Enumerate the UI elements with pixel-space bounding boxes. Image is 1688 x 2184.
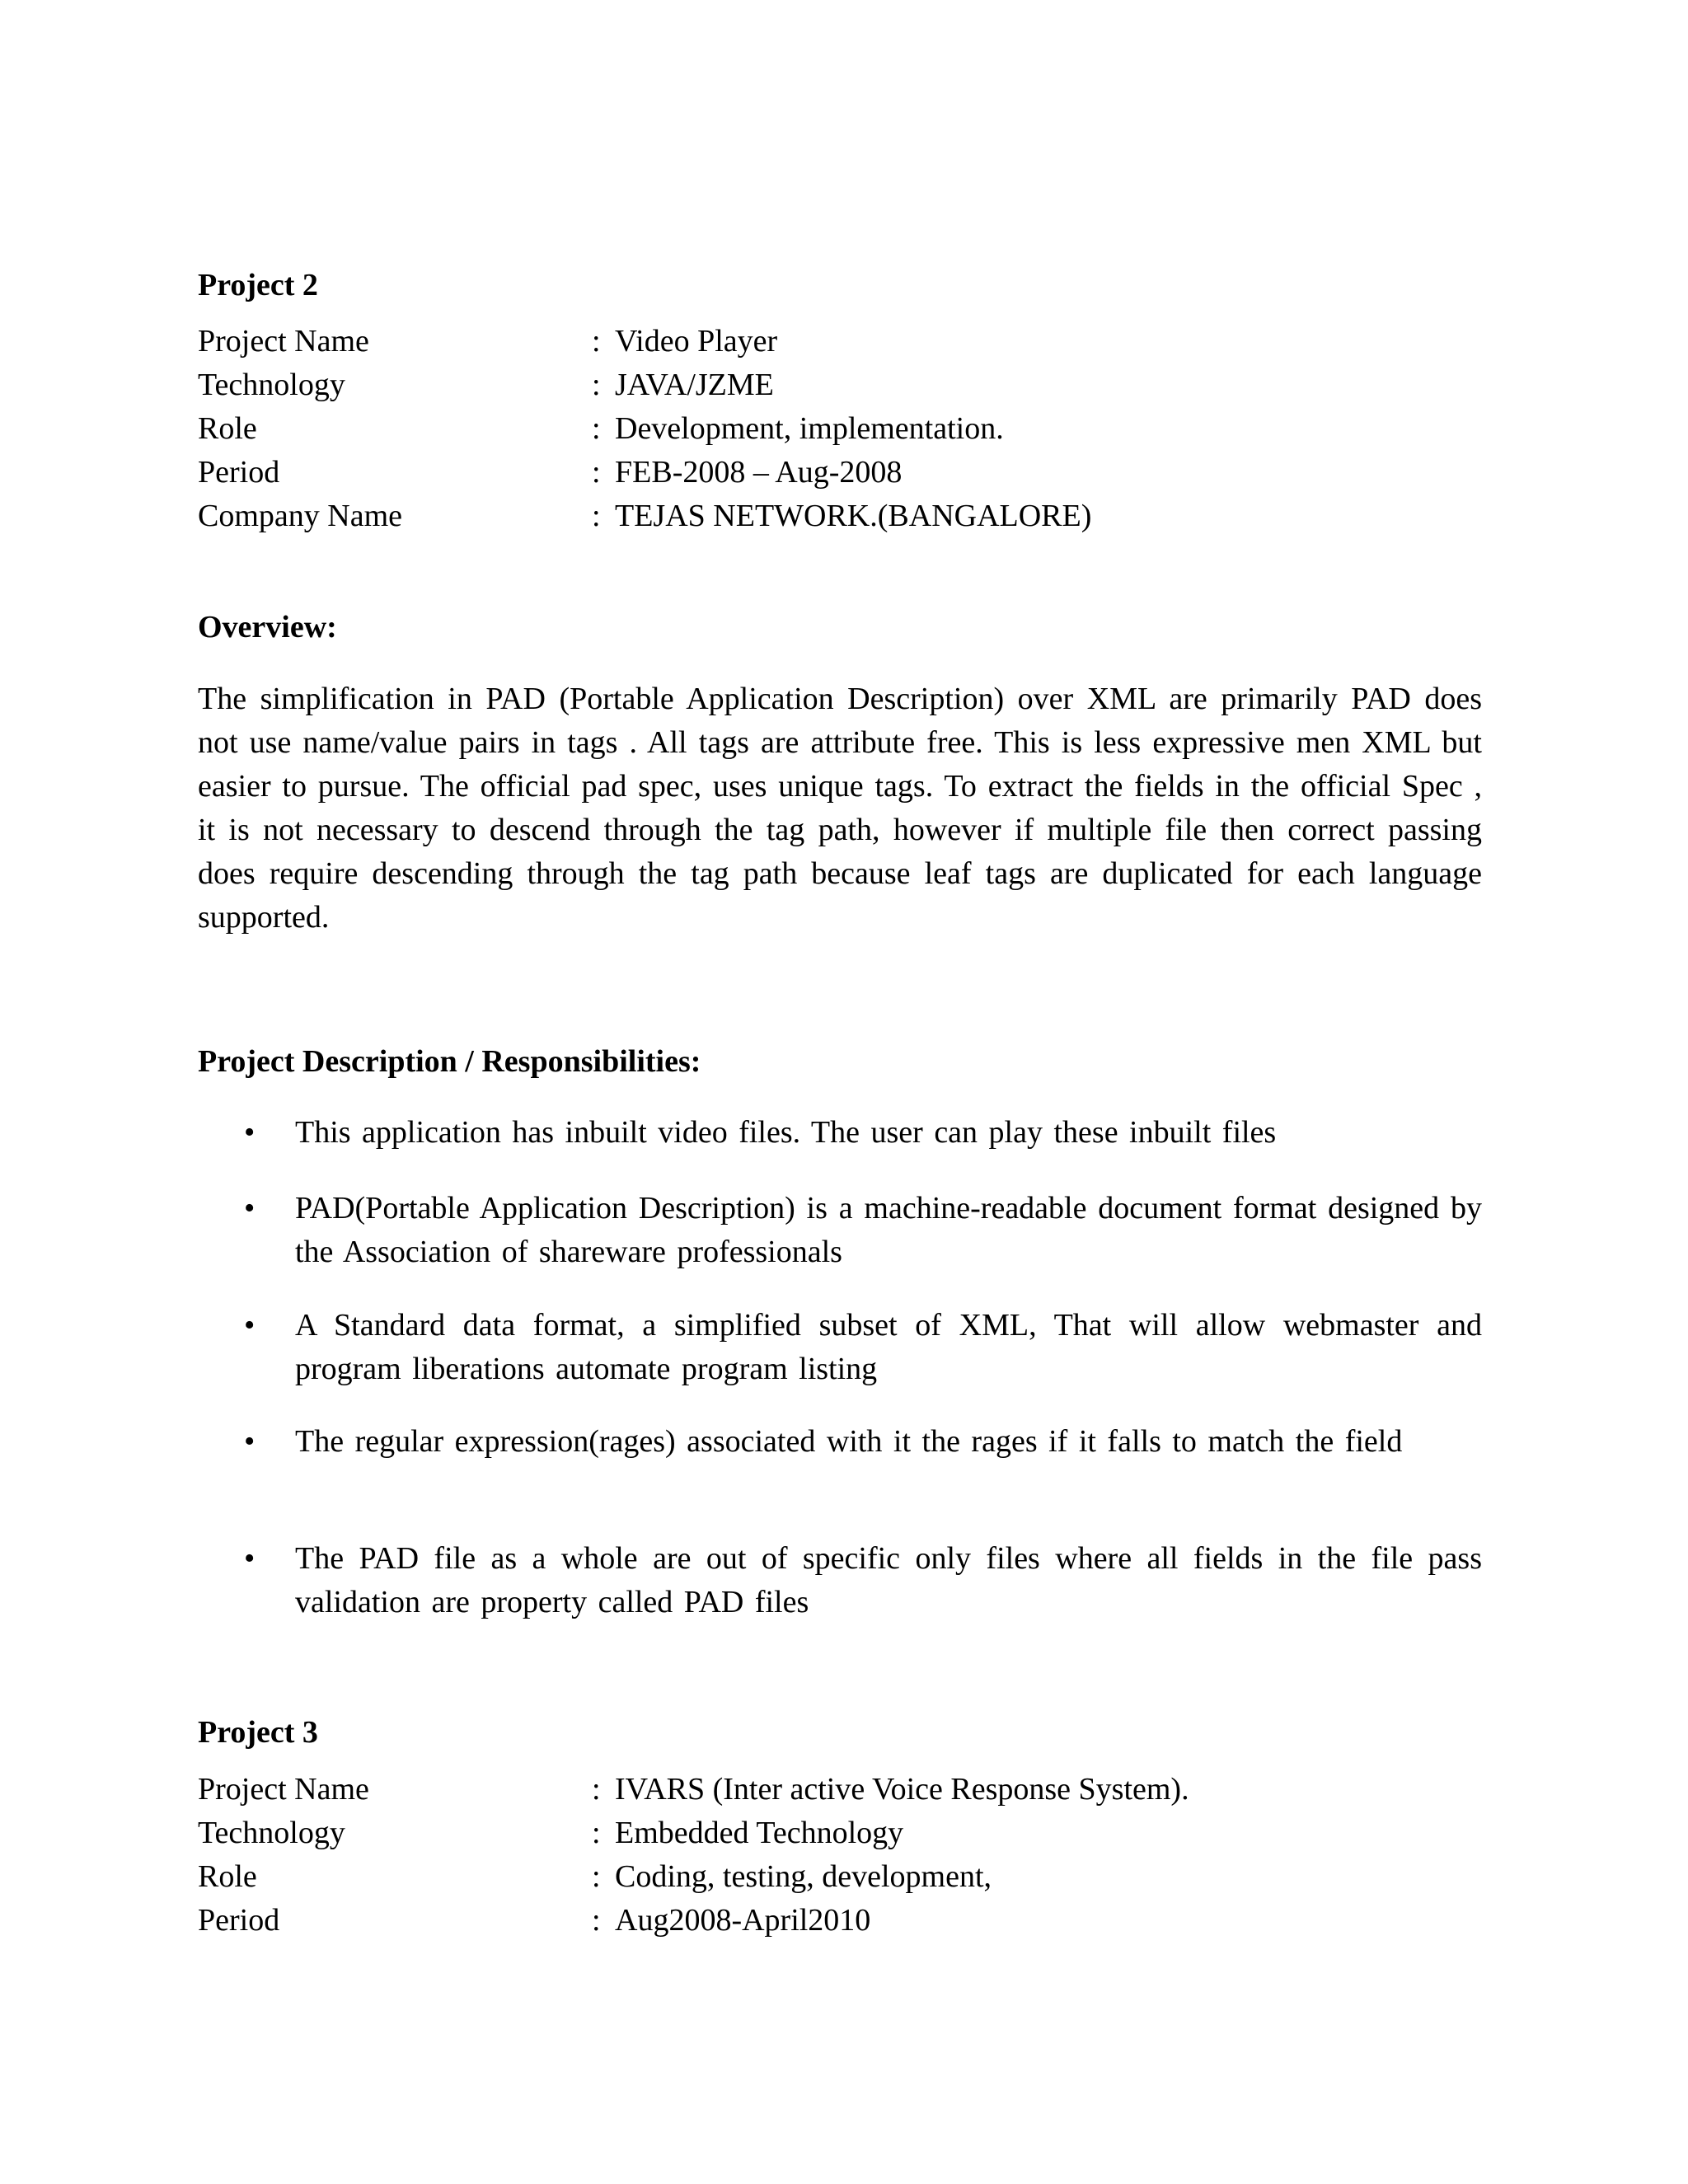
field-colon: : — [592, 499, 601, 533]
project-2-heading: Project 2 — [198, 268, 318, 302]
bullet-icon: • — [244, 1424, 256, 1459]
project-2-technology-row — [198, 363, 1517, 406]
project-2-company-row — [198, 494, 1517, 537]
field-colon: : — [592, 1859, 601, 1894]
field-colon: : — [592, 455, 601, 490]
overview-heading: Overview: — [198, 610, 337, 644]
field-label: Technology — [198, 1816, 345, 1850]
list-item-text: This application has inbuilt video files. The user can play these inbuilt files — [295, 1115, 1277, 1150]
list-item-text: A Standard data format, a simplified subset of XML, That will allow webmaster and program liberations automate program listing — [295, 1308, 1482, 1386]
project-3-heading: Project 3 — [198, 1715, 318, 1750]
field-colon: : — [592, 411, 601, 446]
field-value: FEB-2008 – Aug-2008 — [615, 455, 903, 490]
field-label: Role — [198, 1859, 257, 1894]
bullet-icon: • — [244, 1308, 256, 1343]
field-value: Coding, testing, development, — [615, 1859, 992, 1894]
field-value: Embedded Technology — [615, 1816, 904, 1850]
field-colon: : — [592, 1772, 601, 1807]
project-2-name-row — [198, 320, 1517, 363]
field-label: Technology — [198, 368, 345, 402]
field-value: JAVA/JZME — [615, 368, 774, 402]
field-value: TEJAS NETWORK.(BANGALORE) — [615, 499, 1092, 533]
responsibilities-heading: Project Description / Responsibilities: — [198, 1044, 701, 1079]
field-label: Period — [198, 1903, 280, 1938]
field-label: Role — [198, 411, 257, 446]
field-colon: : — [592, 1816, 601, 1850]
field-label: Company Name — [198, 499, 403, 533]
project-3-role-row — [198, 1855, 1517, 1898]
field-label: Period — [198, 455, 280, 490]
field-label: Project Name — [198, 324, 369, 359]
field-value: Video Player — [615, 324, 778, 359]
field-label: Project Name — [198, 1772, 369, 1807]
field-value: Development, implementation. — [615, 411, 1004, 446]
project-2-role-row — [198, 407, 1517, 450]
overview-paragraph: The simplification in PAD (Portable Application Description) over XML are primarily PAD does not use name/value pairs in tags . All tags are attribute free. This is less expressive men XML but easier to pursue. The official pad spec, uses unique tags. To extract the fields in the official Spec , it is not necessary to descend through the tag path, however if multiple file then correct passing does require descending through the tag path because leaf tags are duplicated for each language supported. — [198, 682, 1482, 935]
list-item-text: The PAD file as a whole are out of specific only files where all fields in the file pass validation are property called PAD files — [295, 1541, 1482, 1619]
list-item-text: The regular expression(rages) associated with it the rages if it falls to match the field — [295, 1424, 1403, 1459]
bullet-icon: • — [244, 1541, 256, 1576]
list-item-text: PAD(Portable Application Description) is a machine-readable document format designed by the Association of shareware professionals — [295, 1191, 1482, 1269]
field-value: IVARS (Inter active Voice Response System). — [615, 1772, 1189, 1807]
field-value: Aug2008-April2010 — [615, 1903, 871, 1938]
bullet-icon: • — [244, 1115, 256, 1150]
project-3-name-row — [198, 1768, 1517, 1811]
field-colon: : — [592, 368, 601, 402]
project-3-period-row — [198, 1899, 1517, 1942]
field-colon: : — [592, 1903, 601, 1938]
bullet-icon: • — [244, 1191, 256, 1226]
project-3-technology-row — [198, 1811, 1517, 1854]
project-2-period-row — [198, 451, 1517, 494]
field-colon: : — [592, 324, 601, 359]
